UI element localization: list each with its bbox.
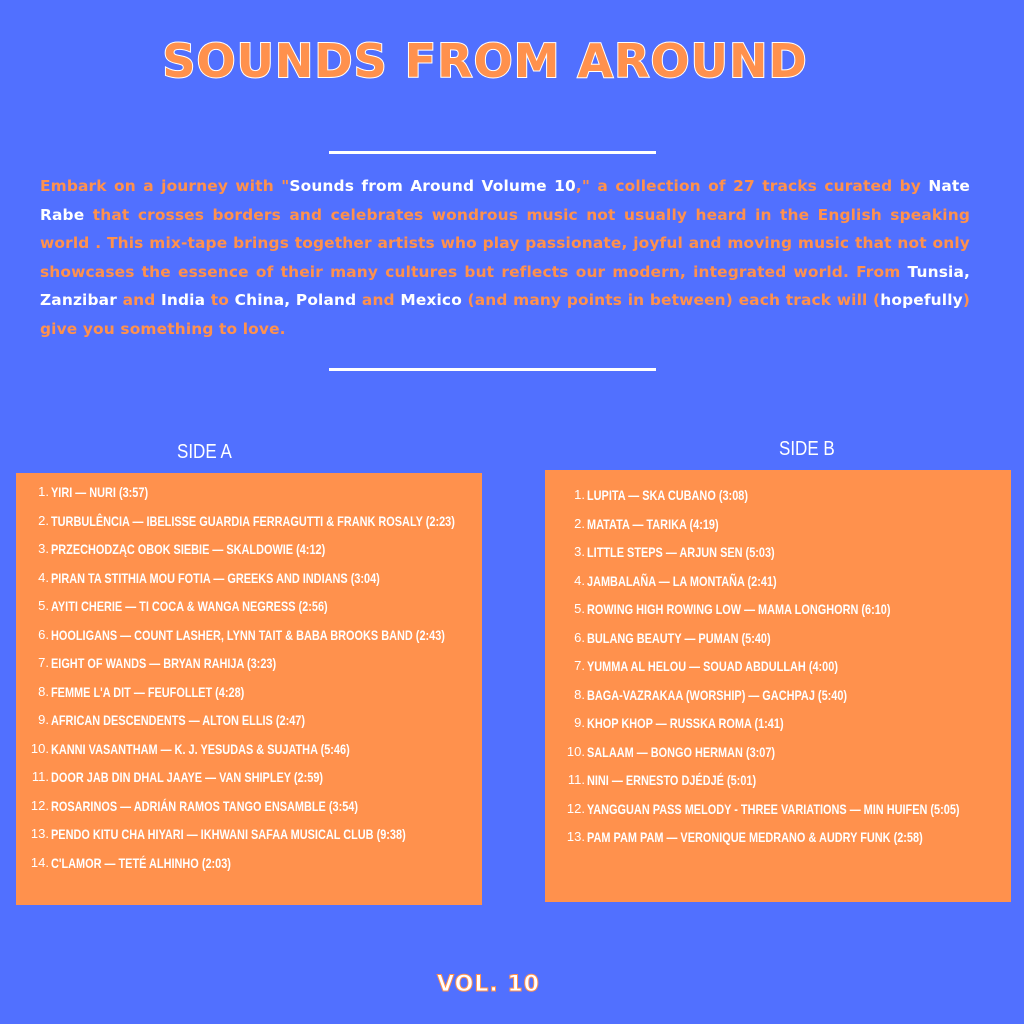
track-item bbox=[545, 744, 1024, 773]
track-number: 6. bbox=[574, 629, 585, 645]
track-title: ROSARINOS — ADRIÁN RAMOS TANGO ENSAMBLE (3:54) bbox=[51, 797, 358, 814]
track-item bbox=[545, 658, 1024, 687]
track-number: 5. bbox=[574, 601, 585, 616]
track-title: KANNI VASANTHAM — K. J. YESUDAS & SUJATHA (5:46) bbox=[51, 740, 350, 757]
track-number: 9. bbox=[574, 715, 585, 730]
intro-segment: Mexico bbox=[400, 291, 462, 310]
track-title: ROWING HIGH ROWING LOW — MAMA LONGHORN (6:10) bbox=[587, 601, 891, 617]
track-title: HOOLIGANS — COUNT LASHER, LYNN TAIT & BABA BROOKS BAND (2:43) bbox=[51, 626, 445, 643]
track-item bbox=[545, 630, 1024, 659]
track-item bbox=[16, 712, 569, 741]
track-item bbox=[545, 772, 1024, 801]
track-number: 8. bbox=[38, 683, 49, 699]
track-number: 13. bbox=[566, 829, 585, 844]
track-title: AYITI CHERIE — TI COCA & WANGA NEGRESS (2:56) bbox=[51, 598, 328, 614]
track-item bbox=[545, 601, 1024, 630]
track-number: 4. bbox=[38, 569, 49, 585]
track-item bbox=[16, 484, 569, 513]
track-number: 6. bbox=[38, 626, 49, 642]
intro-segment: ) give you something to love. bbox=[40, 291, 971, 338]
track-title: PAM PAM PAM — VERONIQUE MEDRANO & AUDRY FUNK (2:58) bbox=[587, 829, 923, 845]
track-item bbox=[545, 801, 1024, 830]
track-item bbox=[545, 687, 1024, 716]
track-title: PENDO KITU CHA HIYARI — IKHWANI SAFAA MUSICAL CLUB (9:38) bbox=[51, 826, 406, 842]
track-title: SALAAM — BONGO HERMAN (3:07) bbox=[587, 743, 776, 760]
side-a-tracklist bbox=[16, 484, 569, 883]
track-number: 14. bbox=[30, 854, 49, 870]
track-number: 5. bbox=[38, 598, 49, 613]
track-number: 1. bbox=[574, 487, 585, 502]
track-item bbox=[16, 513, 569, 542]
track-item bbox=[545, 516, 1024, 545]
track-number: 2. bbox=[38, 512, 49, 528]
track-title: TURBULÊNCIA — IBELISSE GUARDIA FERRAGUTTI & FRANK ROSALY (2:23) bbox=[51, 512, 455, 529]
intro-segment: India bbox=[161, 291, 206, 310]
intro-segment: and bbox=[356, 291, 401, 310]
track-number: 10. bbox=[30, 740, 49, 756]
side-a-heading: SIDE A bbox=[177, 441, 232, 463]
track-title: PRZECHODZĄC OBOK SIEBIE — SKALDOWIE (4:12) bbox=[51, 541, 326, 557]
track-number: 1. bbox=[38, 484, 49, 499]
track-item bbox=[16, 855, 569, 884]
track-item bbox=[545, 573, 1024, 602]
side-b-heading: SIDE B bbox=[779, 438, 835, 460]
track-item bbox=[16, 627, 569, 656]
intro-segment: ," a collection of 27 tracks curated by bbox=[575, 177, 929, 195]
track-title: C'LAMOR — TETÉ ALHINHO (2:03) bbox=[51, 854, 231, 871]
track-title: FEMME L'A DIT — FEUFOLLET (4:28) bbox=[51, 683, 245, 700]
intro-paragraph bbox=[40, 172, 970, 344]
track-title: LUPITA — SKA CUBANO (3:08) bbox=[587, 487, 748, 503]
track-number: 7. bbox=[574, 658, 585, 673]
volume-label: VOL. 10 bbox=[437, 972, 540, 997]
track-title: JAMBALAÑA — LA MONTAÑA (2:41) bbox=[587, 572, 777, 589]
intro-segment: Sounds from Around Volume 10 bbox=[289, 177, 576, 195]
track-title: BAGA-VAZRAKAA (WORSHIP) — GACHPAJ (5:40) bbox=[587, 686, 848, 703]
track-number: 8. bbox=[574, 686, 585, 702]
track-number: 9. bbox=[38, 712, 49, 727]
track-item bbox=[16, 598, 569, 627]
intro-segment: China, Poland bbox=[234, 291, 357, 310]
intro-segment: that crosses borders and celebrates wondrous music not usually heard in the English speaking world . This mix-tape brings together artists who play passionate, joyful and moving music that not only showcases the essence of their many cultures but reflects our modern, integrated world. From bbox=[40, 205, 970, 281]
track-title: KHOP KHOP — RUSSKA ROMA (1:41) bbox=[587, 715, 784, 731]
track-number: 12. bbox=[566, 800, 585, 816]
track-item bbox=[545, 544, 1024, 573]
intro-segment: Embark on a journey with bbox=[40, 177, 282, 195]
track-title: YUMMA AL HELOU — SOUAD ABDULLAH (4:00) bbox=[587, 658, 838, 674]
track-number: 11. bbox=[31, 769, 49, 784]
intro-segment: Tunsia, Zanzibar bbox=[40, 262, 970, 310]
track-title: AFRICAN DESCENDENTS — ALTON ELLIS (2:47) bbox=[51, 712, 306, 728]
side-a-panel bbox=[16, 473, 482, 905]
track-title: YANGGUAN PASS MELODY - THREE VARIATIONS — MIN HUIFEN (5:05) bbox=[587, 800, 960, 817]
intro-segment: (and many points in between) each track will ( bbox=[461, 291, 881, 310]
track-item bbox=[16, 741, 569, 770]
track-title: MATATA — TARIKA (4:19) bbox=[587, 515, 719, 532]
track-item bbox=[16, 684, 569, 713]
track-number: 4. bbox=[574, 572, 585, 588]
intro-segment: to bbox=[205, 291, 235, 310]
intro-segment: " bbox=[281, 177, 290, 195]
track-number: 7. bbox=[38, 655, 49, 670]
track-item bbox=[16, 798, 569, 827]
track-title: LITTLE STEPS — ARJUN SEN (5:03) bbox=[587, 544, 775, 560]
divider-top bbox=[329, 151, 656, 154]
intro-segment: hopefully bbox=[880, 291, 963, 310]
track-title: DOOR JAB DIN DHAL JAAYE — VAN SHIPLEY (2:59) bbox=[51, 769, 324, 785]
page-title: SOUNDS FROM AROUND bbox=[162, 34, 808, 88]
track-item bbox=[16, 541, 569, 570]
track-title: NINI — ERNESTO DJÉDJÉ (5:01) bbox=[587, 772, 757, 788]
track-item bbox=[545, 829, 1024, 858]
track-item bbox=[16, 826, 569, 855]
track-item bbox=[16, 769, 569, 798]
track-number: 3. bbox=[574, 544, 585, 559]
track-number: 11. bbox=[567, 772, 585, 787]
track-number: 3. bbox=[38, 541, 49, 556]
track-title: YIRI — NURI (3:57) bbox=[51, 484, 149, 500]
track-number: 13. bbox=[30, 826, 49, 841]
intro-segment: and bbox=[116, 291, 162, 310]
track-title: EIGHT OF WANDS — BRYAN RAHIJA (3:23) bbox=[51, 655, 277, 671]
divider-bottom bbox=[329, 368, 656, 371]
track-title: BULANG BEAUTY — PUMAN (5:40) bbox=[587, 629, 771, 646]
track-item bbox=[16, 655, 569, 684]
track-number: 10. bbox=[566, 743, 585, 759]
track-title: PIRAN TA STITHIA MOU FOTIA — GREEKS AND INDIANS (3:04) bbox=[51, 569, 380, 586]
track-number: 2. bbox=[574, 515, 585, 531]
track-item bbox=[545, 487, 1024, 516]
intro-segment: Nate Rabe bbox=[40, 177, 970, 224]
track-number: 12. bbox=[30, 797, 49, 813]
side-b-tracklist bbox=[545, 487, 1024, 858]
track-item bbox=[16, 570, 569, 599]
side-b-panel bbox=[545, 470, 1011, 902]
track-item bbox=[545, 715, 1024, 744]
